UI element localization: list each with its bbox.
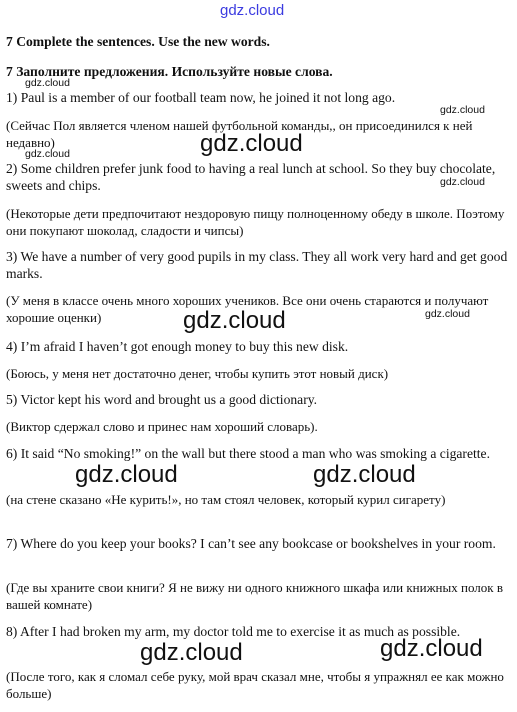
watermark-large: gdz.cloud (313, 461, 416, 488)
item-2-en: 2) Some children prefer junk food to having a real lunch at school. So they buy chocolate, sweets and chips. (6, 161, 496, 193)
item-7-ru: (Где вы храните свои книги? Я не вижу ни одного книжного шкафа или книжных полок в вашей комнате) (6, 580, 503, 612)
watermark-large: gdz.cloud (75, 461, 178, 488)
watermark-large: gdz.cloud (200, 130, 303, 157)
item-4-ru: (Боюсь, у меня нет достаточно денег, чтобы купить этот новый диск) (6, 366, 389, 381)
watermark-large: gdz.cloud (183, 307, 286, 334)
item-1-en: 1) Paul is a member of our football team now, he joined it not long ago. (6, 90, 396, 105)
exercise-title-ru: 7 Заполните предложения. Используйте новые слова. (6, 64, 333, 79)
item-5-ru: (Виктор сдержал слово и принес нам хороший словарь). (6, 419, 318, 434)
watermark-top: gdz.cloud (220, 2, 285, 19)
item-5-en: 5) Victor kept his word and brought us a good dictionary. (6, 392, 318, 407)
item-2-ru: (Некоторые дети предпочитают нездоровую пищу полноценному обеду в школе. Поэтому они покупают шоколад, сладости и чипсы) (6, 206, 505, 238)
watermark-small: gdz.cloud (425, 308, 470, 320)
item-6-ru: (на стене сказано «Не курить!», но там стоял человек, который курил сигарету) (6, 492, 446, 507)
item-8-en: 8) After I had broken my arm, my doctor told me to exercise it as much as possible. (6, 624, 461, 639)
watermark-small: gdz.cloud (25, 148, 70, 160)
item-7-en: 7) Where do you keep your books? I can’t see any bookcase or bookshelves in your room. (6, 536, 496, 551)
watermark-large: gdz.cloud (140, 639, 243, 666)
watermark-large: gdz.cloud (380, 635, 483, 662)
item-1-ru: (Сейчас Пол является членом нашей футбольной команды,, он присоединился к ней недавно) (6, 118, 473, 150)
item-6-en: 6) It said “No smoking!” on the wall but there stood a man who was smoking a cigarette. (6, 446, 490, 461)
exercise-title-en: 7 Complete the sentences. Use the new words. (6, 34, 270, 49)
item-3-ru: (У меня в классе очень много хороших учеников. Все они очень стараются и получают хорошие оценки) (6, 293, 489, 325)
watermark-small: gdz.cloud (25, 77, 70, 89)
item-4-en: 4) I’m afraid I haven’t got enough money to buy this new disk. (6, 339, 349, 354)
watermark-small: gdz.cloud (440, 104, 485, 116)
item-8-ru: (После того, как я сломал себе руку, мой врач сказал мне, чтобы я упражнял ее как можно больше) (6, 669, 504, 701)
watermark-small: gdz.cloud (440, 176, 485, 188)
item-3-en: 3) We have a number of very good pupils in my class. They all work very hard and get good marks. (6, 249, 508, 281)
